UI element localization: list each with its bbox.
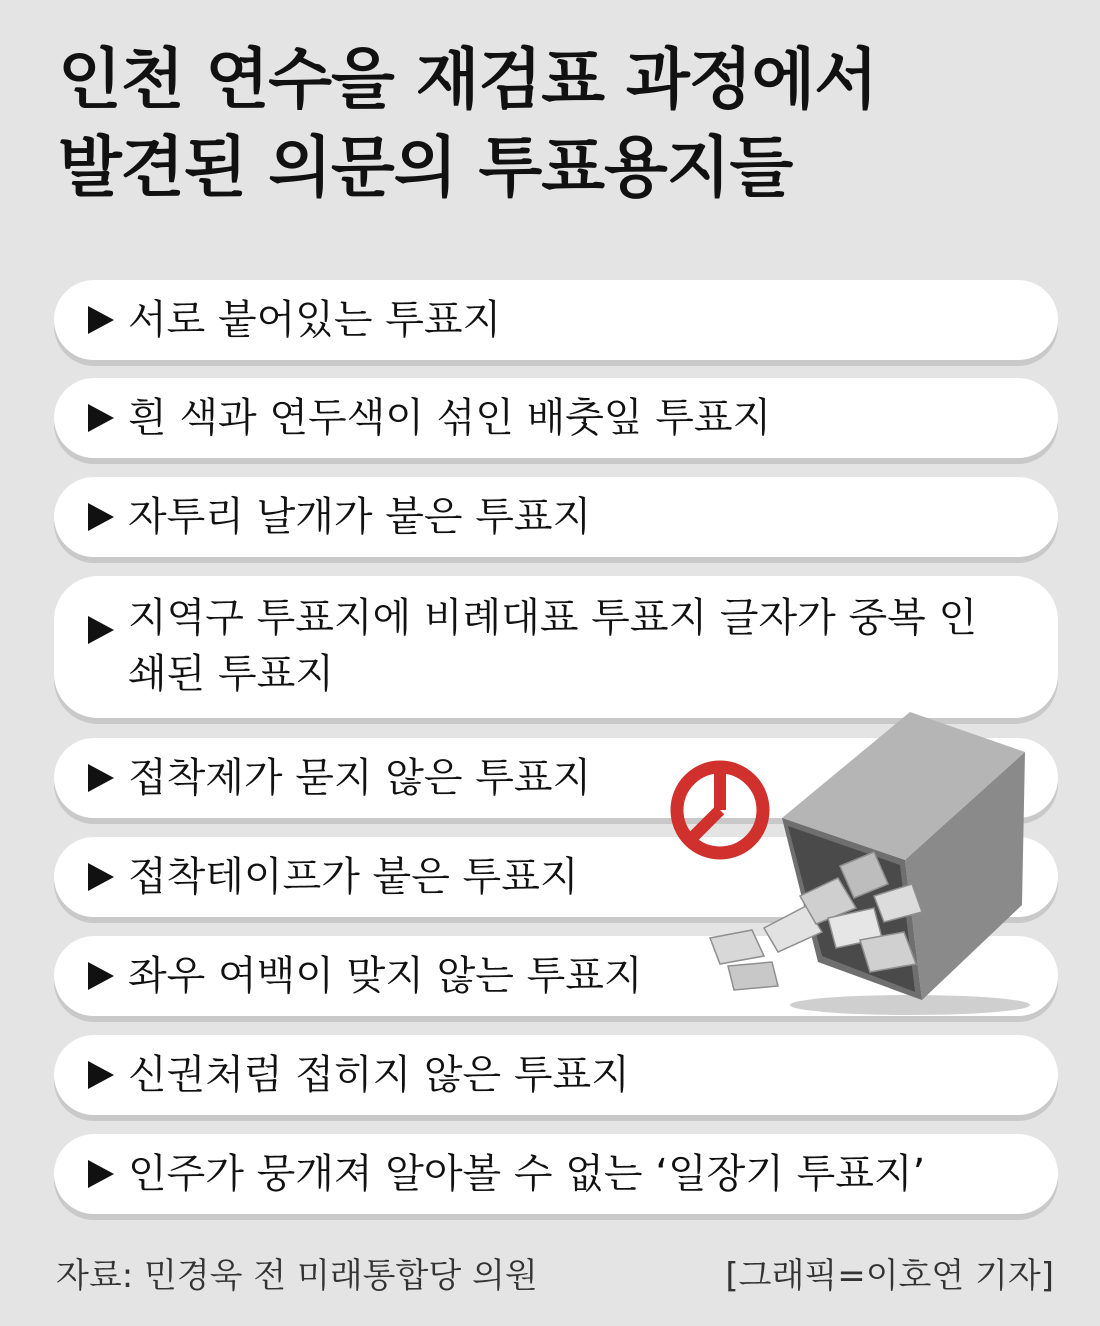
play-arrow-icon: [88, 306, 114, 334]
list-item-label: 좌우 여백이 맞지 않는 투표지: [128, 953, 643, 999]
list-item: [54, 378, 1058, 458]
source-note: 자료: 민경욱 전 미래통합당 의원: [56, 1256, 538, 1296]
vote-stamp-icon: [677, 767, 763, 853]
play-arrow-icon: [88, 503, 114, 531]
ballot-box-illustration: [660, 700, 1060, 1030]
play-arrow-icon: [88, 404, 114, 432]
list-item-label: 자투리 날개가 붙은 투표지: [128, 494, 592, 540]
list-item: [54, 576, 1058, 718]
play-arrow-icon: [88, 962, 114, 990]
title-line-2: 발견된 의문의 투표용지들: [58, 129, 793, 206]
list-item: [54, 1134, 1058, 1214]
play-arrow-icon: [88, 863, 114, 891]
list-item-label: 인주가 뭉개져 알아볼 수 없는 ‘일장기 투표지’: [128, 1151, 926, 1197]
list-item-label: 신권처럼 접히지 않은 투표지: [128, 1052, 630, 1098]
list-item: [54, 280, 1058, 360]
page-title: [58, 36, 1058, 212]
list-item: [54, 1035, 1058, 1115]
list-item-label: 흰 색과 연두색이 섞인 배춧잎 투표지: [128, 395, 772, 441]
play-arrow-icon: [88, 616, 114, 644]
list-item-label: 서로 붙어있는 투표지: [128, 297, 502, 343]
list-item-label: 지역구 투표지에 비례대표 투표지 글자가 중복 인쇄된 투표지: [128, 595, 978, 697]
box-shadow: [790, 995, 1030, 1015]
play-arrow-icon: [88, 1160, 114, 1188]
list-item-label: 접착테이프가 붙은 투표지: [128, 854, 579, 900]
title-line-1: 인천 연수을 재검표 과정에서: [58, 41, 878, 118]
play-arrow-icon: [88, 1061, 114, 1089]
list-item: [54, 477, 1058, 557]
graphic-credit: [그래픽=이호연 기자]: [725, 1256, 1054, 1296]
play-arrow-icon: [88, 764, 114, 792]
list-item-label: 접착제가 묻지 않은 투표지: [128, 755, 592, 801]
